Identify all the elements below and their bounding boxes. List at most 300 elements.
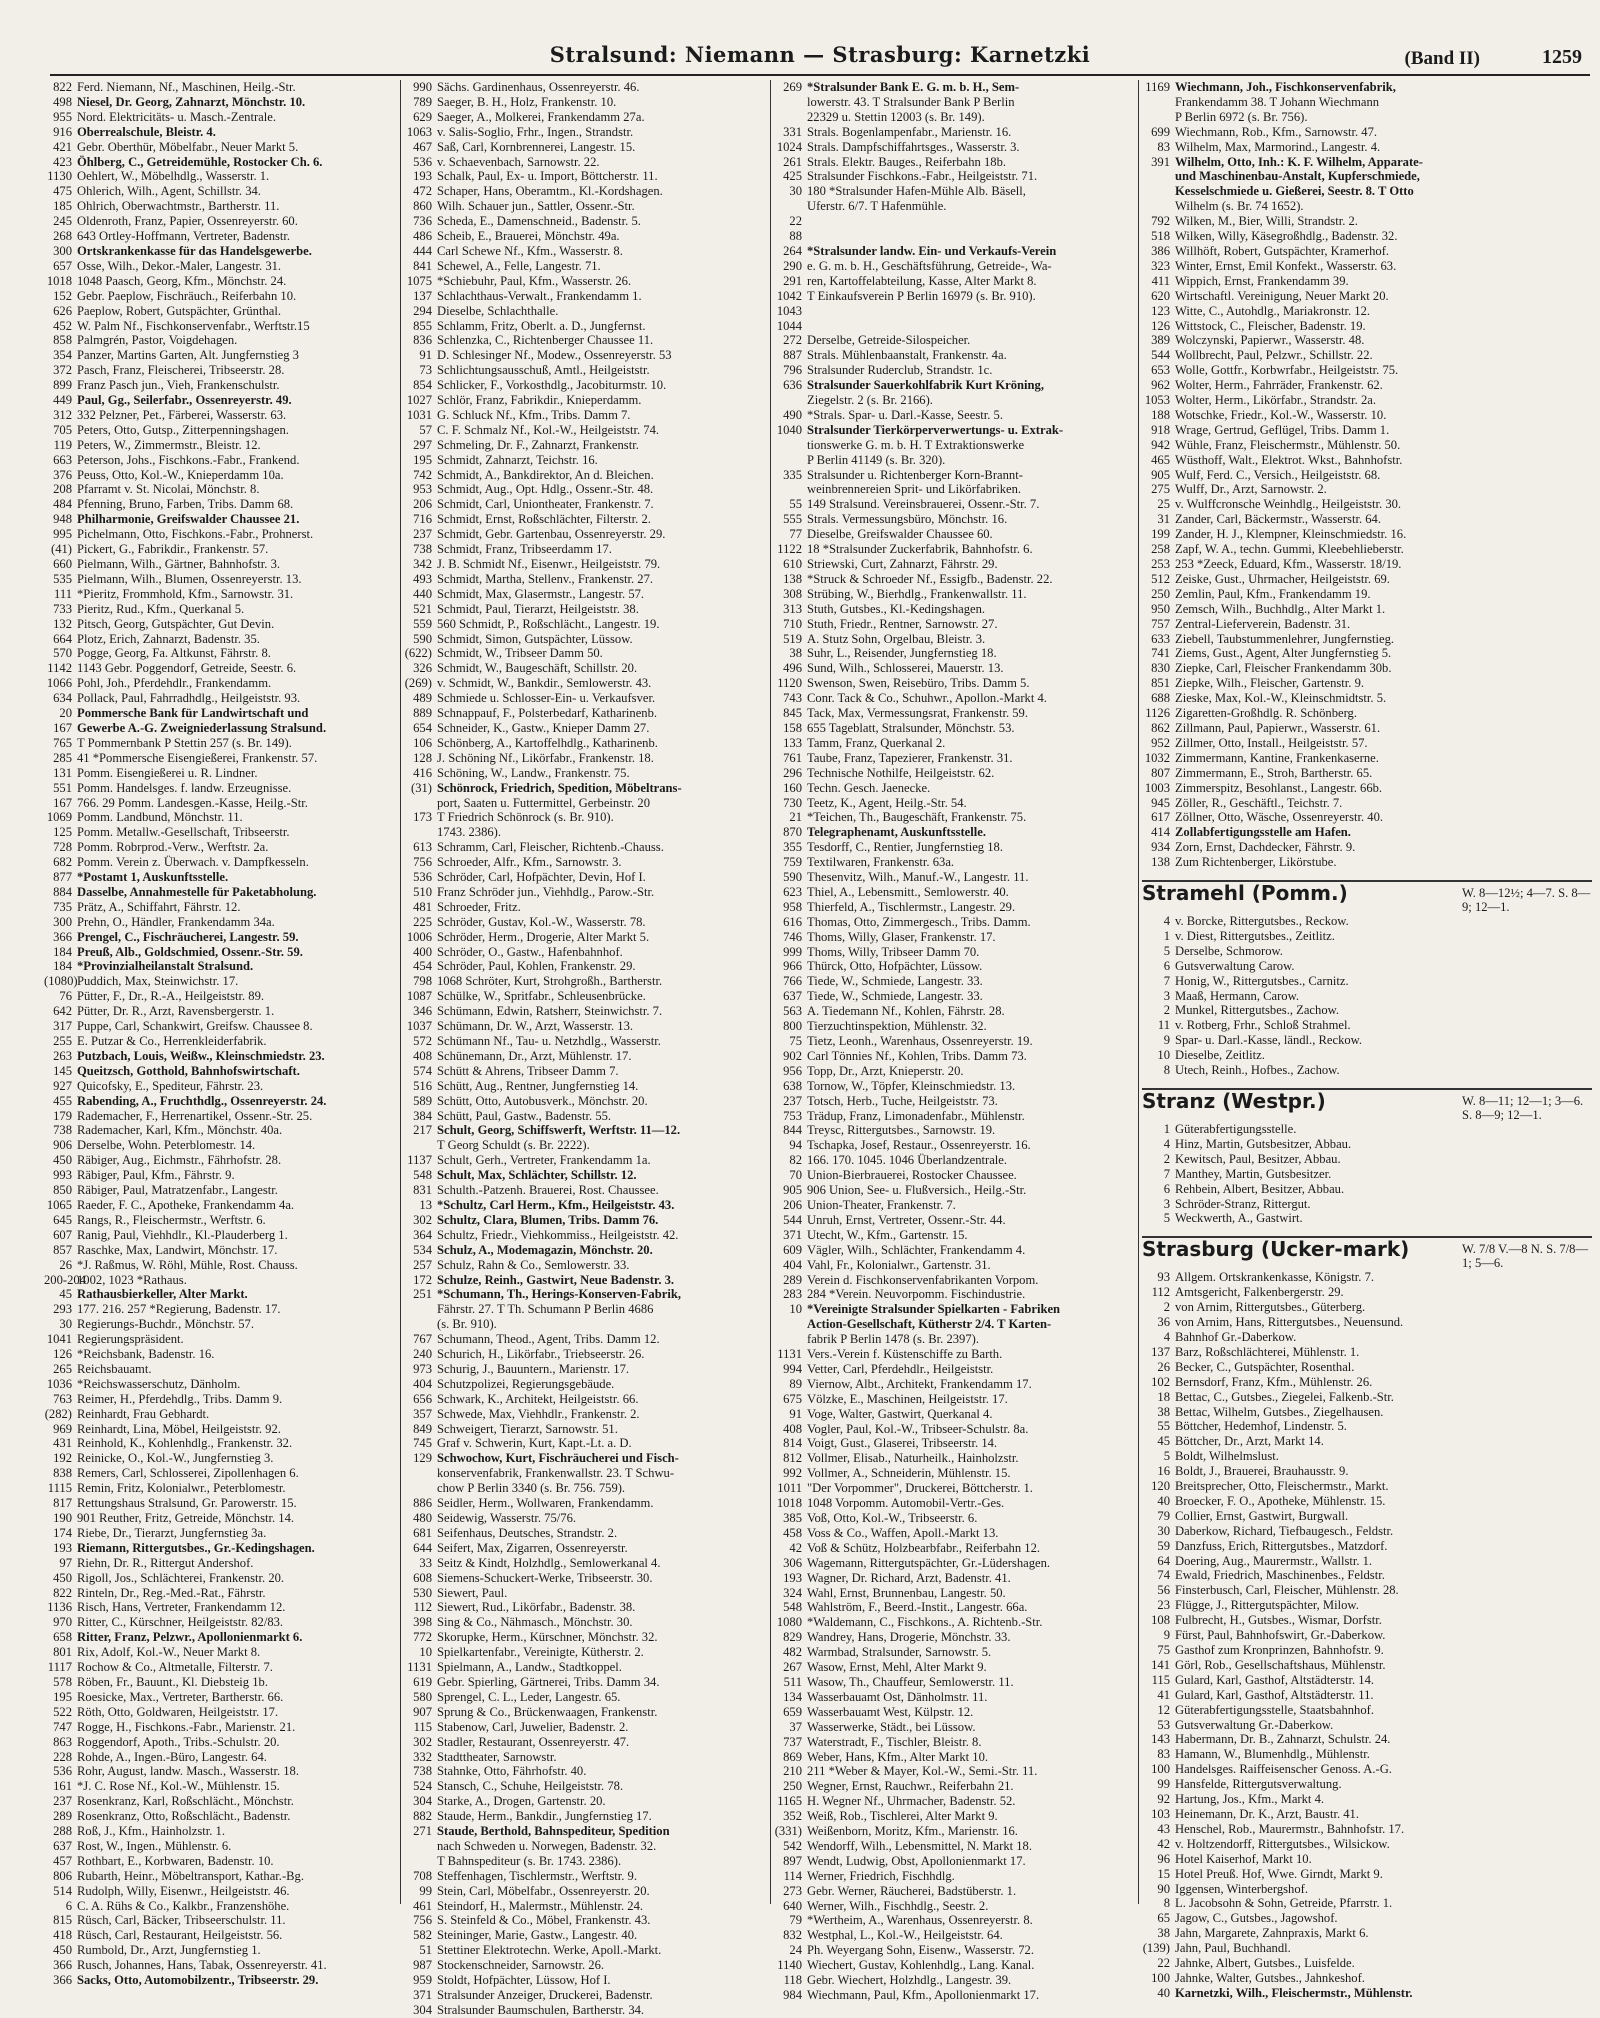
directory-entry — [404, 229, 764, 244]
directory-entry — [774, 900, 1132, 915]
subscriber-listing: Stralsunder Baumschulen, Bartherstr. 34. — [437, 2002, 645, 2017]
directory-entry — [1142, 512, 1592, 527]
subscriber-listing: Werner, Wilh., Fischhdlg., Seestr. 2. — [807, 1898, 989, 1913]
phone-number: 302 — [413, 1734, 432, 1749]
phone-number: 897 — [783, 1853, 802, 1868]
directory-column-1 — [44, 80, 394, 1988]
directory-entry — [404, 706, 764, 721]
directory-entry — [44, 736, 394, 751]
phone-number — [1142, 184, 1175, 199]
directory-entry — [1142, 1330, 1592, 1345]
subscriber-listing: Wilken, Willy, Käsegroßhdlg., Badenstr. 32. — [1175, 229, 1398, 244]
directory-entry — [774, 1302, 1132, 1317]
directory-entry — [1142, 810, 1592, 825]
phone-number: 2 — [1163, 1151, 1170, 1166]
subscriber-listing: Schütt, Aug., Rentner, Jungfernstieg 14. — [437, 1078, 639, 1093]
directory-entry — [774, 1362, 1132, 1377]
directory-entry — [404, 646, 764, 661]
subscriber-listing: Rigoll, Jos., Schlächterei, Frankenstr. 20. — [77, 1570, 285, 1585]
phone-number: 225 — [413, 914, 432, 929]
subscriber-listing: 1048 Vorpomm. Automobil-Vertr.-Ges. — [807, 1496, 1005, 1511]
subscriber-listing: 1743. 2386). — [437, 825, 502, 840]
directory-entry — [774, 423, 1132, 438]
phone-number — [404, 1466, 437, 1481]
phone-number: 1044 — [776, 318, 802, 333]
directory-entry — [1142, 199, 1592, 214]
directory-entry — [404, 930, 764, 945]
subscriber-listing: v. Rotberg, Frhr., Schloß Strahmel. — [1175, 1018, 1351, 1033]
subscriber-listing: Boldt, Wilhelmslust. — [1175, 1449, 1279, 1464]
directory-entry — [404, 557, 764, 572]
phone-number: 767 — [413, 1332, 432, 1347]
directory-entry — [404, 527, 764, 542]
directory-entry — [1142, 736, 1592, 751]
phone-number: 11 — [1157, 1018, 1170, 1033]
directory-entry — [774, 1019, 1132, 1034]
phone-number: 737 — [783, 1734, 802, 1749]
subscriber-listing: Reinhardt, Frau Gebhardt. — [77, 1406, 210, 1421]
subscriber-listing: v. Borcke, Rittergutsbes., Reckow. — [1175, 914, 1349, 929]
directory-entry — [774, 1928, 1132, 1943]
directory-entry — [44, 900, 394, 915]
directory-entry — [44, 691, 394, 706]
phone-number: 620 — [1151, 288, 1170, 303]
directory-entry — [44, 319, 394, 334]
phone-number: 481 — [413, 899, 432, 914]
subscriber-listing: Doering, Aug., Maurermstr., Wallstr. 1. — [1175, 1553, 1373, 1568]
phone-number: 267 — [783, 1660, 802, 1675]
phone-number: 73 — [419, 363, 432, 378]
phone-number: 251 — [413, 1287, 432, 1302]
subscriber-listing — [807, 319, 1132, 334]
subscriber-listing: Schröder, Herm., Drogerie, Alter Markt 5. — [437, 929, 650, 944]
subscriber-listing: Tschapka, Josef, Restaur., Ossenreyerstr. 16. — [807, 1138, 1031, 1153]
subscriber-listing: 253 *Zeeck, Eduard, Kfm., Wasserstr. 18/19. — [1175, 557, 1402, 571]
phone-number: 8 — [1163, 1896, 1170, 1911]
subscriber-listing: Stralsunder u. Richtenberger Korn-Brannt- — [807, 467, 1023, 482]
directory-entry — [44, 155, 394, 170]
phone-number: 730 — [783, 795, 802, 810]
directory-entry — [404, 945, 764, 960]
phone-number — [404, 1839, 437, 1854]
directory-entry — [44, 80, 394, 95]
directory-entry — [774, 1273, 1132, 1288]
directory-entry — [44, 333, 394, 348]
directory-entry — [404, 1496, 764, 1511]
phone-number: 42 — [1157, 1836, 1170, 1851]
phone-number: 57 — [419, 422, 432, 437]
subscriber-listing: *Struck & Schroeder Nf., Essigfb., Badenstr. 22. — [807, 571, 1053, 586]
directory-entry — [404, 1571, 764, 1586]
subscriber-listing: v. Holtzendorff, Rittergutsbes., Wilsickow. — [1175, 1836, 1390, 1851]
phone-number: 258 — [1151, 542, 1170, 557]
directory-entry — [44, 393, 394, 408]
phone-number: 352 — [783, 1809, 802, 1824]
phone-number: 172 — [413, 1272, 432, 1287]
phone-number: 332 — [413, 1749, 432, 1764]
subscriber-listing: Pfenning, Bruno, Farben, Tribs. Damm 68. — [77, 497, 294, 512]
subscriber-listing: Wasserbauamt Ost, Dänholmstr. 11. — [807, 1689, 988, 1704]
phone-number: 449 — [53, 393, 72, 408]
phone-number: 184 — [53, 959, 72, 974]
subscriber-listing: konservenfabrik, Frankenwallstr. 23. T Schwu- — [437, 1466, 675, 1481]
directory-entry — [1142, 1449, 1592, 1464]
subscriber-listing: 166. 170. 1045. 1046 Überlandzentrale. — [807, 1153, 1008, 1168]
directory-entry — [1142, 1956, 1592, 1971]
phone-number: 306 — [783, 1555, 802, 1570]
directory-entry — [774, 1213, 1132, 1228]
subscriber-listing: 177. 216. 257 *Regierung, Badenstr. 17. — [77, 1302, 281, 1317]
directory-entry — [1142, 468, 1592, 483]
subscriber-listing: Jahn, Margarete, Zahnpraxis, Markt 6. — [1175, 1926, 1369, 1941]
directory-entry — [404, 676, 764, 691]
directory-entry — [774, 1824, 1132, 1839]
subscriber-listing: P Berlin 41149 (s. Br. 320). — [807, 452, 946, 467]
subscriber-listing: von Arnim, Hans, Rittergutsbes., Neuensund. — [1175, 1315, 1404, 1330]
subscriber-listing: 1048 Paasch, Georg, Kfm., Mönchstr. 24. — [77, 273, 287, 288]
directory-entry — [1142, 110, 1592, 125]
phone-number: 141 — [1151, 1657, 1170, 1672]
directory-entry — [44, 512, 394, 527]
subscriber-listing: Schumann, Theod., Agent, Tribs. Damm 12. — [437, 1332, 660, 1347]
subscriber-listing: Bettac, Wilhelm, Gutsbes., Ziegelhausen. — [1175, 1404, 1384, 1419]
phone-number: 173 — [413, 810, 432, 825]
directory-entry — [1142, 1390, 1592, 1405]
phone-number: 708 — [413, 1868, 432, 1883]
phone-number: (269) — [404, 676, 432, 691]
phone-number: 756 — [413, 855, 432, 870]
subscriber-listing: Verein d. Fischkonservenfabrikanten Vorpom. — [807, 1272, 1039, 1287]
phone-number: 763 — [53, 1391, 72, 1406]
directory-entry — [1142, 1152, 1592, 1167]
phone-number: 640 — [783, 1898, 802, 1913]
directory-entry — [774, 1496, 1132, 1511]
phone-number: 355 — [783, 840, 802, 855]
directory-entry — [774, 497, 1132, 512]
directory-entry — [1142, 1986, 1592, 2001]
subscriber-listing: Vahl, Fr., Kolonialwr., Gartenstr. 31. — [807, 1257, 991, 1272]
phone-number: 313 — [783, 601, 802, 616]
phone-number: 5 — [1163, 1211, 1170, 1226]
subscriber-listing: Plotz, Erich, Zahnarzt, Badenstr. 35. — [77, 631, 260, 646]
subscriber-listing: Treysc, Rittergutsbes., Sarnowstr. 19. — [807, 1123, 996, 1138]
directory-entry — [774, 244, 1132, 259]
directory-entry — [774, 1690, 1132, 1705]
subscriber-listing: Rochow & Co., Altmetalle, Filterstr. 7. — [77, 1660, 273, 1675]
directory-entry — [774, 1034, 1132, 1049]
subscriber-listing: Schult, Gerh., Vertreter, Frankendamm 1a. — [437, 1153, 651, 1168]
directory-column-2 — [404, 80, 764, 2017]
directory-entry — [44, 169, 394, 184]
directory-entry — [1142, 438, 1592, 453]
directory-entry — [44, 274, 394, 289]
subscriber-listing: Schlamm, Fritz, Oberlt. a. D., Jungfernst. — [437, 318, 646, 333]
directory-entry — [1142, 1688, 1592, 1703]
directory-entry — [404, 959, 764, 974]
phone-number: 757 — [1151, 616, 1170, 631]
phone-number: 610 — [783, 557, 802, 571]
phone-number: 829 — [783, 1630, 802, 1645]
directory-entry — [774, 870, 1132, 885]
subscriber-listing: Peters, W., Zimmermstr., Bleistr. 12. — [77, 437, 261, 452]
subscriber-listing: Wasow, Th., Chauffeur, Semlowerstr. 11. — [807, 1674, 1014, 1689]
directory-entry — [44, 1496, 394, 1511]
subscriber-listing: C. F. Schmalz Nf., Kol.-W., Heilgeiststr. 74. — [437, 422, 660, 437]
phone-number: 688 — [1151, 691, 1170, 706]
subscriber-listing: chow P Berlin 3340 (s. Br. 756. 759). — [437, 1481, 626, 1496]
subscriber-listing: Wiechmann, Paul, Kfm., Apollonienmarkt 17. — [807, 1988, 1040, 2002]
subscriber-listing: 766. 29 Pomm. Landesgen.-Kasse, Heilg.-Str. — [77, 795, 308, 810]
directory-entry — [774, 959, 1132, 974]
directory-entry — [44, 1764, 394, 1779]
directory-entry — [404, 80, 764, 95]
phone-number: 637 — [783, 989, 802, 1004]
phone-number: 89 — [789, 1376, 802, 1391]
phone-number: 261 — [783, 154, 802, 169]
subscriber-listing: Reichsbauamt. — [77, 1361, 152, 1376]
directory-entry — [404, 1094, 764, 1109]
phone-number: 134 — [783, 1689, 802, 1704]
phone-number: 304 — [413, 1794, 432, 1809]
subscriber-listing: Rabending, A., Fruchthdlg., Ossenreyerstr. 24. — [77, 1093, 327, 1108]
subscriber-listing: Wolter, Herm., Fahrräder, Frankenstr. 62. — [1175, 378, 1383, 393]
subscriber-listing: Roesicke, Max., Vertreter, Bartherstr. 66. — [77, 1689, 284, 1704]
phone-number: 195 — [53, 1689, 72, 1704]
phone-number: 294 — [413, 303, 432, 318]
directory-entry — [404, 1064, 764, 1079]
directory-entry — [44, 885, 394, 900]
phone-number: 870 — [783, 825, 802, 840]
subscriber-listing: Daberkow, Richard, Tiefbaugesch., Feldstr. — [1175, 1523, 1394, 1538]
phone-number: 512 — [1151, 571, 1170, 586]
phone-number — [404, 796, 437, 811]
phone-number: 106 — [413, 735, 432, 750]
directory-entry — [1142, 989, 1592, 1004]
phone-number: 882 — [413, 1809, 432, 1824]
subscriber-listing: Allgem. Ortskrankenkasse, Königstr. 7. — [1175, 1270, 1375, 1285]
directory-entry — [44, 1034, 394, 1049]
directory-entry — [44, 721, 394, 736]
directory-entry — [1142, 1568, 1592, 1583]
phone-number: 1027 — [406, 393, 432, 408]
directory-entry — [404, 1735, 764, 1750]
directory-entry — [404, 915, 764, 930]
directory-entry — [44, 1466, 394, 1481]
phone-number: 992 — [783, 1466, 802, 1481]
directory-entry — [774, 1466, 1132, 1481]
subscriber-listing: 560 Schmidt, P., Roßschlächt., Langestr. 19. — [437, 616, 660, 631]
subscriber-listing: Amtsgericht, Falkenbergerstr. 29. — [1175, 1285, 1344, 1300]
phone-number: 269 — [783, 80, 802, 94]
phone-number: 38 — [1157, 1926, 1170, 1941]
directory-entry — [44, 1451, 394, 1466]
subscriber-listing — [807, 214, 1132, 229]
directory-entry — [404, 825, 764, 840]
phone-number: 1031 — [406, 407, 432, 422]
subscriber-listing: Rüsch, Carl, Restaurant, Heilgeiststr. 56. — [77, 1928, 283, 1943]
subscriber-listing: Raschke, Max, Landwirt, Mönchstr. 17. — [77, 1242, 278, 1257]
subscriber-listing: Sacks, Otto, Automobilzentr., Tribseerstr. 29. — [77, 1973, 319, 1988]
subscriber-listing: Bettac, C., Gutsbes., Ziegelei, Falkenb.-Str. — [1175, 1389, 1394, 1404]
phone-number: 385 — [783, 1511, 802, 1525]
directory-entry — [1142, 691, 1592, 706]
subscriber-listing: Schütt, Otto, Autobusverk., Mönchstr. 20. — [437, 1093, 648, 1108]
subscriber-listing: Schult, Georg, Schiffswerft, Werftstr. 11—12. — [437, 1123, 681, 1138]
subscriber-listing: Roggendorf, Apoth., Tribs.-Schulstr. 20. — [77, 1734, 280, 1749]
phone-number: 465 — [1151, 452, 1170, 467]
directory-entry — [404, 1884, 764, 1899]
phone-number: 137 — [1151, 1344, 1170, 1359]
directory-entry — [404, 1988, 764, 2003]
phone-number: 408 — [413, 1048, 432, 1063]
directory-entry — [1142, 1494, 1592, 1509]
directory-entry — [404, 1213, 764, 1228]
subscriber-listing: Schmidt, Aug., Opt. Hdlg., Ossenr.-Str. 48. — [437, 482, 654, 497]
subscriber-listing: Böttcher, Hedemhof, Lindenstr. 5. — [1175, 1419, 1347, 1434]
directory-entry — [404, 423, 764, 438]
phone-number: 15 — [1157, 1866, 1170, 1881]
subscriber-listing: Dasselbe, Annahmestelle für Paketabholung. — [77, 884, 317, 899]
directory-entry — [1142, 1643, 1592, 1658]
subscriber-listing: Seifert, Max, Zigarren, Ossenreyerstr. — [437, 1540, 628, 1555]
directory-entry — [774, 80, 1132, 95]
directory-entry — [404, 304, 764, 319]
directory-entry — [44, 1302, 394, 1317]
phone-number: 12 — [1157, 1702, 1170, 1717]
directory-entry — [44, 289, 394, 304]
phone-number: 1122 — [777, 542, 802, 557]
phone-number: 4 — [1163, 1329, 1170, 1344]
phone-number: (622) — [404, 646, 432, 661]
phone-number: 548 — [413, 1168, 432, 1183]
subscriber-listing: *Wertheim, A., Warenhaus, Ossenreyerstr. 8. — [807, 1913, 1033, 1928]
subscriber-listing: Ph. Weyergang Sohn, Eisenw., Wasserstr. 72. — [807, 1943, 1034, 1958]
subscriber-listing: Räbiger, Aug., Eichmstr., Fährhofstr. 28. — [77, 1153, 282, 1168]
directory-entry — [44, 1019, 394, 1034]
phone-number: 26 — [1157, 1359, 1170, 1374]
phone-number: 38 — [789, 646, 802, 661]
office-hours: W. 7/8 V.—8 N. S. 7/8—1; 5—6. — [1462, 1242, 1589, 1271]
subscriber-listing: Wahlström, F., Beerd.-Instit., Langestr. 66a. — [807, 1600, 1028, 1615]
phone-number: 97 — [59, 1555, 72, 1570]
phone-number: 99 — [419, 1883, 432, 1898]
subscriber-listing: Steininger, Marie, Gastw., Langestr. 40. — [437, 1928, 638, 1943]
subscriber-listing: Palmgrén, Pastor, Voigdehagen. — [77, 333, 238, 348]
phone-number: 555 — [783, 512, 802, 527]
directory-entry — [774, 363, 1132, 378]
subscriber-listing: Preuß, Alb., Goldschmied, Ossenr.-Str. 59. — [77, 944, 303, 959]
subscriber-listing: Quicofsky, E., Spediteur, Fährstr. 23. — [77, 1078, 264, 1093]
directory-entry — [1142, 1434, 1592, 1449]
phone-number: 126 — [1151, 318, 1170, 333]
subscriber-listing: Witte, C., Autohdlg., Mariakronstr. 12. — [1175, 303, 1371, 318]
directory-entry — [404, 1451, 764, 1466]
phone-number: 851 — [1151, 676, 1170, 691]
directory-entry — [44, 766, 394, 781]
directory-entry — [44, 1064, 394, 1079]
subscriber-listing: Zillmer, Otto, Install., Heilgeiststr. 57. — [1175, 735, 1368, 750]
phone-number: 115 — [1151, 1672, 1170, 1687]
phone-number: 927 — [53, 1078, 72, 1093]
directory-entry — [1142, 289, 1592, 304]
subscriber-listing: Reinhardt, Lina, Möbel, Heilgeiststr. 92. — [77, 1421, 281, 1436]
subscriber-listing: Tiede, W., Schmiede, Langestr. 33. — [807, 989, 983, 1004]
phone-number: 886 — [413, 1496, 432, 1511]
subscriber-listing: 41 *Pommersche Eisengießerei, Frankenstr. 57. — [77, 750, 318, 765]
phone-number: 96 — [1157, 1851, 1170, 1866]
subscriber-listing: Rogge, H., Fischkons.-Fabr., Marienstr. 21. — [77, 1719, 296, 1734]
directory-entry — [774, 1571, 1132, 1586]
phone-number: 4 — [1163, 1136, 1170, 1151]
directory-column-4 — [1142, 80, 1592, 2000]
subscriber-listing: Schröder, Gustav, Kol.-W., Wasserstr. 78. — [437, 914, 646, 929]
phone-number: 480 — [413, 1511, 432, 1525]
directory-entry — [44, 587, 394, 602]
directory-entry — [1142, 1598, 1592, 1613]
subscriber-listing: Oehlert, W., Möbelhdlg., Wasserstr. 1. — [77, 169, 270, 184]
phone-number: 844 — [783, 1123, 802, 1138]
directory-entry — [774, 632, 1132, 647]
directory-entry — [44, 1228, 394, 1243]
directory-entry — [44, 482, 394, 497]
subscriber-listing: Hartung, Jos., Kfm., Markt 4. — [1175, 1792, 1325, 1807]
phone-number: 206 — [783, 1197, 802, 1212]
phone-number: 285 — [53, 750, 72, 765]
phone-number: 288 — [53, 1824, 72, 1839]
directory-entry — [44, 1660, 394, 1675]
directory-entry — [774, 333, 1132, 348]
subscriber-listing: Siewert, Rud., Likörfabr., Badenstr. 38. — [437, 1600, 636, 1615]
phone-number: 119 — [53, 437, 72, 452]
directory-entry — [404, 1586, 764, 1601]
phone-number: 544 — [1151, 348, 1170, 363]
directory-entry — [1142, 1479, 1592, 1494]
phone-number: 743 — [783, 691, 802, 706]
phone-number: 578 — [53, 1674, 72, 1689]
phone-number: 642 — [53, 1004, 72, 1019]
phone-number: 302 — [413, 1212, 432, 1227]
phone-number: 41 — [1157, 1687, 1170, 1702]
phone-number: 559 — [413, 616, 432, 631]
subscriber-listing: ren, Kartoffelabteilung, Kasse, Alter Markt 8. — [807, 273, 1037, 288]
phone-number: 179 — [53, 1108, 72, 1123]
subscriber-listing: Carl Schewe Nf., Kfm., Wasserstr. 8. — [437, 243, 623, 258]
directory-entry — [1142, 274, 1592, 289]
subscriber-listing: Stuth, Friedr., Rentner, Sarnowstr. 27. — [807, 616, 998, 631]
directory-entry — [404, 1362, 764, 1377]
subscriber-listing: Wendt, Ludwig, Obst, Apollonienmarkt 17. — [807, 1853, 1026, 1868]
subscriber-listing: Technische Nothilfe, Heilgeiststr. 62. — [807, 765, 995, 780]
subscriber-listing: Rinteln, Dr., Reg.-Med.-Rat., Fährstr. — [77, 1585, 266, 1600]
directory-entry — [774, 796, 1132, 811]
subscriber-listing: Derselbe, Getreide-Silospeicher. — [807, 333, 971, 348]
phone-number: 255 — [53, 1034, 72, 1048]
subscriber-listing: Zimmermann, E., Stroh, Bartherstr. 65. — [1175, 765, 1373, 780]
phone-number: 608 — [413, 1570, 432, 1585]
phone-number: 889 — [413, 706, 432, 721]
subscriber-listing: Panzer, Martins Garten, Alt. Jungfernstieg 3 — [77, 348, 299, 363]
directory-entry — [774, 468, 1132, 483]
subscriber-listing: Rusch, Johannes, Hans, Tabak, Ossenreyerstr. 41. — [77, 1958, 327, 1973]
subscriber-listing: Peterson, Johs., Fischkons.-Fabr., Frankend. — [77, 452, 300, 467]
directory-entry — [44, 1332, 394, 1347]
page-number: 1259 — [1542, 46, 1582, 68]
directory-entry — [44, 453, 394, 468]
subscriber-listing: Pieritz, Rud., Kfm., Querkanal 5. — [77, 601, 245, 616]
directory-entry — [44, 1153, 394, 1168]
subscriber-listing: Stralsunder Sauerkohlfabrik Kurt Kröning, — [807, 378, 1044, 393]
directory-entry — [774, 974, 1132, 989]
